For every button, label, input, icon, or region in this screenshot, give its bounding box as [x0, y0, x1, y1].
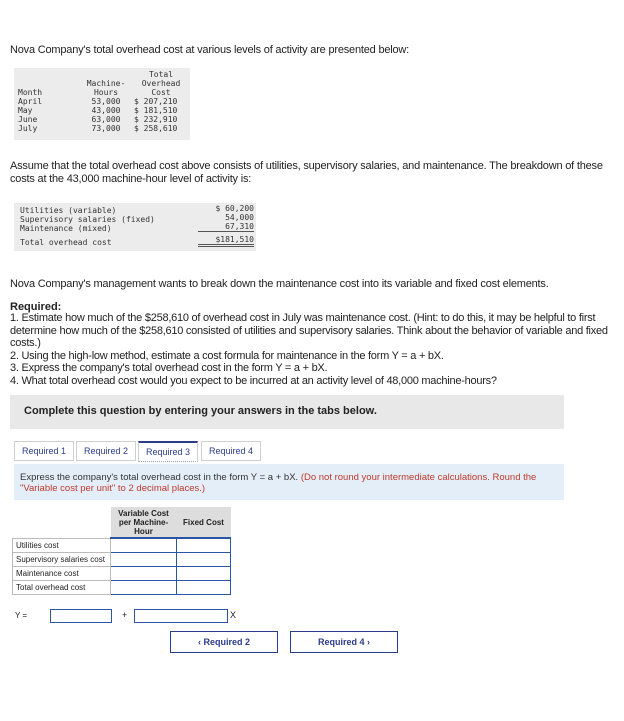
row-label: Utilities cost [13, 538, 111, 553]
breakdown-table [14, 203, 256, 251]
tab-required-1[interactable]: Required 1 [14, 441, 74, 461]
next-required-4-button[interactable]: Required 4 › [290, 631, 398, 653]
table-row [13, 553, 231, 567]
complete-prompt: Complete this question by entering your answers in the tabs below. [24, 405, 377, 417]
tab-required-2[interactable]: Required 2 [76, 441, 136, 461]
row-label: Total overhead cost [13, 581, 111, 595]
required-list [10, 312, 616, 387]
answer-table [12, 507, 231, 595]
utilities-variable-input[interactable] [111, 538, 177, 553]
required-item: 1. Estimate how much of the $258,610 of overhead cost in July was maintenance cost. (Hint: to do this, it may be helpful to first determine how much of the $258,610 consisted of utilities and supervisory salaries. Think about the behavior of variable and fixed costs.) [10, 312, 608, 349]
breakdown-value: 54,000 [225, 213, 254, 222]
breakdown-total-label: Total overhead cost [20, 238, 112, 247]
header-total-overhead-cost: Total Overhead Cost [141, 70, 181, 97]
prev-required-2-button[interactable]: ‹ Required 2 [170, 631, 278, 653]
table-row [13, 567, 231, 581]
required-item: 2. Using the high-low method, estimate a cost formula for maintenance in the form Y = a + bX. [10, 349, 444, 362]
breakdown-total-value: $181,510 [198, 235, 254, 247]
tab-required-3[interactable]: Required 3 [138, 441, 198, 462]
required-heading: Required: [10, 301, 62, 313]
activity-table [14, 68, 190, 140]
breakdown-value: 67,310 [198, 222, 254, 232]
supervisory-fixed-input[interactable] [177, 553, 231, 567]
breakdown-value: $ 60,200 [215, 204, 254, 213]
intro-text: Nova Company's total overhead cost at various levels of activity are presented below: [10, 44, 410, 56]
assume-text: Assume that the total overhead cost above consists of utilities, supervisory salaries, and maintenance. The breakdown of these costs at the 43,000 machine-hour level of activity is: [10, 160, 603, 185]
maintenance-variable-input[interactable] [111, 567, 177, 581]
breakdown-label: Utilities (variable) [20, 206, 117, 215]
supervisory-variable-input[interactable] [111, 553, 177, 567]
header-variable-cost: Variable Cost per Machine- Hour [111, 507, 177, 538]
header-machine-hours: Machine- Hours [86, 79, 126, 97]
management-text: Nova Company's management wants to break down the maintenance cost into its variable and fixed cost elements. [10, 278, 549, 290]
instruction-main: Express the company's total overhead cost in the form Y = a + bX. [20, 472, 299, 483]
table-row [13, 581, 231, 595]
table-row: June 63,000 $ 232,910 [18, 115, 178, 124]
equation-variable-input[interactable] [134, 609, 228, 623]
equation-label: Y = [15, 611, 28, 620]
instruction-note: (Do not round your intermediate calculations. Round the "Variable cost per unit" to 2 decimal places.) [20, 472, 537, 494]
equation-fixed-input[interactable] [50, 609, 112, 623]
table-row [13, 538, 231, 553]
breakdown-label: Maintenance (mixed) [20, 224, 112, 233]
header-month: Month [18, 88, 43, 97]
table-row: July 73,000 $ 258,610 [18, 124, 178, 133]
equation-x: X [230, 610, 237, 620]
equation-plus: + [122, 610, 128, 620]
row-label: Supervisory salaries cost [13, 553, 111, 567]
instruction-box [14, 464, 564, 500]
complete-prompt-box [10, 395, 564, 429]
total-fixed-input[interactable] [177, 581, 231, 595]
required-item: 3. Express the company's total overhead cost in the form Y = a + bX. [10, 362, 328, 374]
table-row: April 53,000 $ 207,210 [18, 97, 178, 106]
total-variable-input[interactable] [111, 581, 177, 595]
equation-row [12, 609, 237, 623]
required-item: 4. What total overhead cost would you expect to be incurred at an activity level of 48,000 machine-hours? [10, 374, 497, 387]
table-row: May 43,000 $ 181,510 [18, 106, 178, 115]
header-fixed-cost: Fixed Cost [177, 507, 231, 538]
utilities-fixed-input[interactable] [177, 538, 231, 553]
row-label: Maintenance cost [13, 567, 111, 581]
breakdown-label: Supervisory salaries (fixed) [20, 215, 155, 224]
maintenance-fixed-input[interactable] [177, 567, 231, 581]
tab-required-4[interactable]: Required 4 [201, 441, 261, 461]
